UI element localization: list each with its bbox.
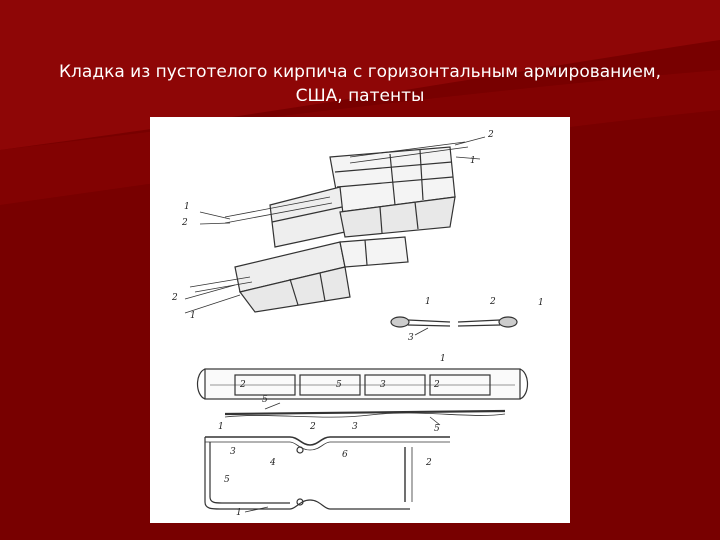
title-line-2: США, патенты	[295, 86, 425, 106]
label-mid-l2: 1	[190, 311, 196, 321]
label-wire-2: 2	[310, 422, 316, 432]
label-frame-4: 4	[270, 458, 276, 468]
label-top-l1: 1	[184, 202, 190, 212]
label-wire-1: 1	[218, 422, 224, 432]
label-strip-2a: 2	[240, 380, 246, 390]
drawing-svg	[150, 117, 570, 523]
label-strip-2b: 2	[434, 380, 440, 390]
label-wire-5: 5	[262, 395, 268, 405]
label-top-r1: 2	[488, 130, 494, 140]
label-strip-3a: 3	[380, 380, 386, 390]
label-joint-1a: 1	[425, 297, 431, 307]
tie-frame-detail	[205, 437, 450, 512]
label-joint-2: 2	[490, 297, 496, 307]
label-joint-1b: 1	[538, 298, 544, 308]
label-top-l2: 2	[182, 218, 188, 228]
lower-brick-wall	[185, 237, 408, 313]
title-line-1: Кладка из пустотелого кирпича с горизонтальным армированием,	[58, 62, 662, 82]
label-strip-1: 1	[440, 354, 446, 364]
label-joint-3: 3	[408, 333, 414, 343]
upper-brick-wall	[200, 137, 485, 247]
label-frame-1: 1	[236, 508, 242, 518]
label-frame-2: 2	[426, 458, 432, 468]
slide-title	[20, 60, 700, 108]
label-frame-5: 5	[224, 475, 230, 485]
label-frame-6: 6	[342, 450, 348, 460]
label-frame-3: 3	[230, 447, 236, 457]
label-mid-l1: 2	[172, 293, 178, 303]
label-top-r2: 1	[470, 156, 476, 166]
reinforcement-strip	[198, 369, 528, 399]
technical-drawing	[150, 117, 570, 523]
label-strip-5a: 5	[336, 380, 342, 390]
label-wire-5b: 5	[434, 424, 440, 434]
label-wire-3: 3	[352, 422, 358, 432]
wire-ladder	[225, 403, 505, 425]
